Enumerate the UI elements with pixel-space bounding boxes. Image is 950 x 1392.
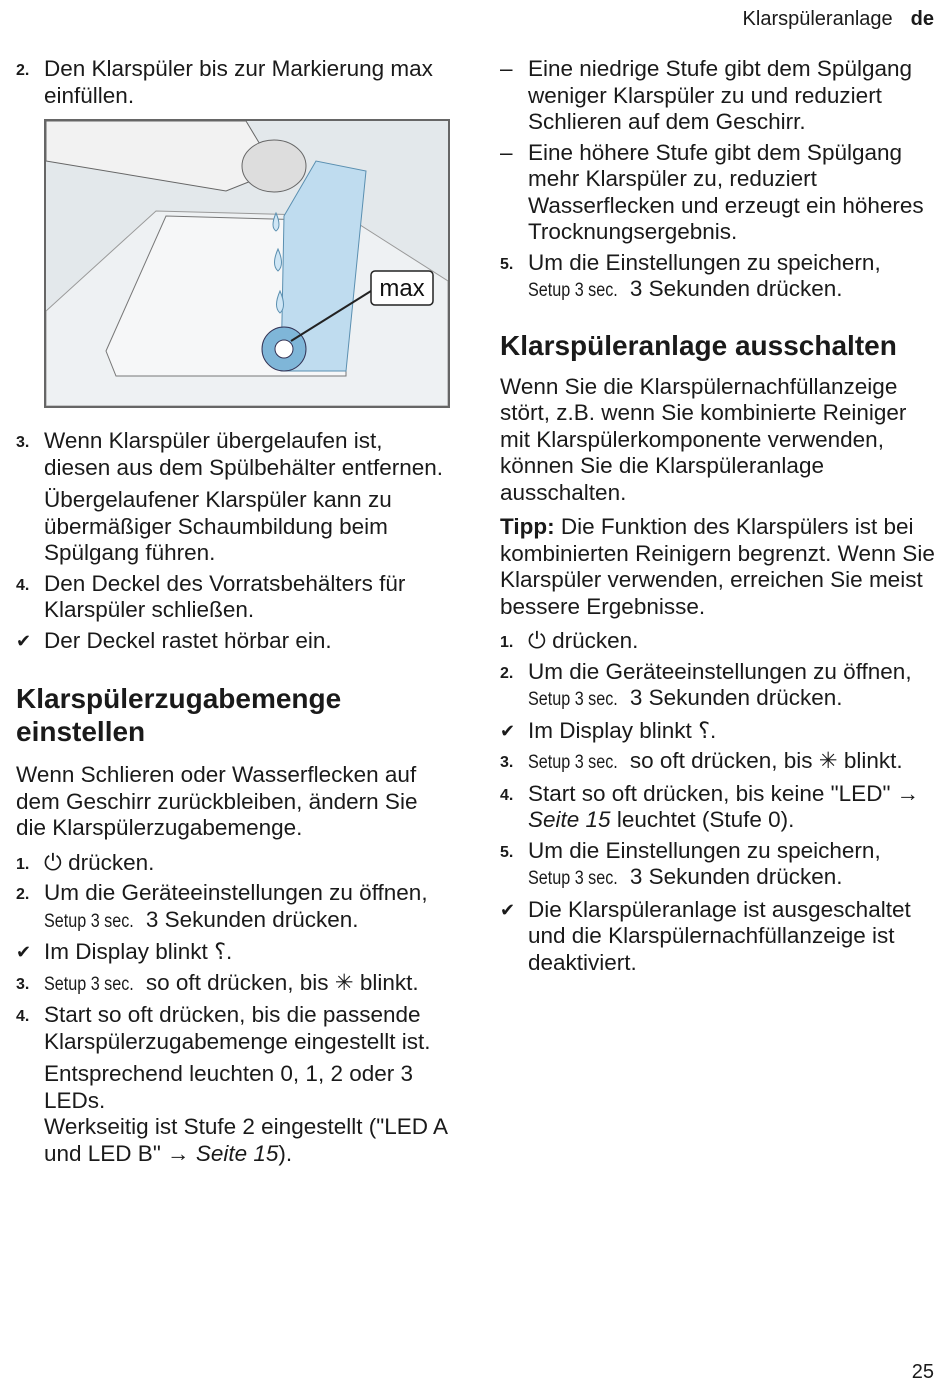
step-3-note: Übergelaufener Klarspüler kann zu übermäßiger Schaumbildung beim Spülgang führen. xyxy=(44,487,392,565)
power-icon: ⏻ xyxy=(44,849,62,875)
off-step-5 xyxy=(500,838,936,893)
tip-text: Die Funktion des Klarspülers ist bei kombinierten Reinigern begrenzt. Wenn Sie Klarspüler verwenden, erreichen Sie meist bessere Ergebnisse. xyxy=(500,514,935,619)
step-number: 4. xyxy=(16,1008,30,1025)
adj-step-4 xyxy=(16,1002,448,1055)
off-result-2: ✔ Im Display blinkt ⸮. xyxy=(500,717,717,743)
start-key: Start xyxy=(528,780,576,806)
dispenser-drawing xyxy=(46,121,448,406)
step-3 xyxy=(16,428,448,481)
step-2 xyxy=(16,56,448,109)
step-text: so oft drücken, bis xyxy=(145,969,329,995)
setup-key: Setup 3 sec. xyxy=(44,910,134,932)
dash-item-2 xyxy=(500,140,936,246)
rinse-aid-illustration xyxy=(44,119,450,408)
header-section: Klarspüleranlage xyxy=(742,8,893,30)
dash-marker: – xyxy=(500,139,513,165)
step-text: so oft drücken, bis xyxy=(629,748,813,773)
step-text: Um die Einstellungen zu speichern, xyxy=(528,837,881,863)
step-text-post: 3 Sekunden drücken. xyxy=(629,685,843,710)
running-header xyxy=(743,8,934,31)
save-step-5 xyxy=(500,250,936,305)
adj-step-3 xyxy=(16,970,448,999)
check-icon: ✔ xyxy=(500,899,516,920)
step-4 xyxy=(16,571,448,624)
step-number: 1. xyxy=(500,634,514,651)
setup-key: Setup 3 sec. xyxy=(528,689,618,710)
tip-label: Tipp: xyxy=(500,514,555,539)
setup-key: Setup 3 sec. xyxy=(528,868,618,889)
setup-key: Setup 3 sec. xyxy=(44,973,134,995)
step-text: Wenn Klarspüler übergelaufen ist, diesen aus dem Spülbehälter entfernen. xyxy=(44,428,444,480)
result-text: Der Deckel rastet hörbar ein. xyxy=(44,627,332,653)
step-number: 2. xyxy=(16,62,30,79)
off-step-4 xyxy=(500,781,936,834)
step-number: 4. xyxy=(16,576,30,594)
rinse-aid-symbol-icon: ⸮ xyxy=(698,717,711,743)
step-text: so oft drücken, bis keine "LED" → xyxy=(581,780,920,806)
step-text: Um die Geräteeinstellungen zu öffnen, xyxy=(528,658,912,684)
note-line-2 xyxy=(44,1114,448,1167)
max-label: max xyxy=(379,275,425,302)
setup-key: Setup 3 sec. xyxy=(528,280,618,301)
step-text-post: leuchtet (Stufe 0). xyxy=(616,807,795,832)
asterisk-icon: ✳ xyxy=(818,748,838,773)
setup-key: Setup 3 sec. xyxy=(528,752,618,773)
left-column xyxy=(16,56,448,1171)
step-number: 2. xyxy=(16,886,30,903)
page-reference[interactable]: Seite 15 xyxy=(195,1140,279,1166)
dash-item-1 xyxy=(500,56,936,136)
note-end: ). xyxy=(278,1140,293,1166)
step-text-post: 3 Sekunden drücken. xyxy=(629,276,843,301)
step-number: 2. xyxy=(500,664,514,682)
section-heading-left: Klarspülerzugabemenge einstellen xyxy=(16,683,342,747)
off-result xyxy=(500,897,936,977)
result-1 xyxy=(16,628,448,655)
page-reference[interactable]: Seite 15 xyxy=(528,807,611,832)
asterisk-icon: ✳ xyxy=(334,969,354,995)
intro-left: Wenn Schlieren oder Wasserflecken auf dem Geschirr zurückbleiben, ändern Sie die Klarspülerzugabemenge. xyxy=(16,762,418,840)
off-step-2 xyxy=(500,659,936,714)
intro-right: Wenn Sie die Klarspülernachfüllanzeige stört, z.B. wenn Sie kombinierte Reiniger mit Klarspülerkomponente verwenden, können Sie die Klarspüleranlage ausschalten. xyxy=(500,373,907,505)
step-number: 3. xyxy=(16,434,30,451)
step-text: drücken. xyxy=(68,849,155,875)
step-number: 5. xyxy=(500,843,514,861)
step-text-post: 3 Sekunden drücken. xyxy=(145,906,359,932)
step-number: 3. xyxy=(500,754,514,771)
adj-step-1 xyxy=(16,850,448,877)
step-text: Um die Einstellungen zu speichern, xyxy=(528,249,881,275)
dash-text: Eine niedrige Stufe gibt dem Spülgang weniger Klarspüler zu und reduziert Schlieren auf dem Geschirr. xyxy=(528,56,913,134)
right-column xyxy=(500,56,936,980)
section-heading-right: Klarspüleranlage ausschalten xyxy=(500,329,897,361)
page-number: 25 xyxy=(911,1361,934,1383)
step-text: Um die Geräteeinstellungen zu öffnen, xyxy=(44,880,428,905)
dash-text: Eine höhere Stufe gibt dem Spülgang mehr Klarspüler zu, reduziert Wasserflecken und erzeugt ein höheres Trocknungsergebnis. xyxy=(528,139,924,244)
adj-result-2: ✔ Im Display blinkt ⸮. xyxy=(16,939,233,964)
step-number: 1. xyxy=(16,855,30,873)
dash-marker: – xyxy=(500,56,513,81)
result-text: Im Display blinkt xyxy=(44,939,208,964)
step-text: Den Klarspüler bis zur Markierung max einfüllen. xyxy=(44,56,433,108)
result-text: Im Display blinkt xyxy=(528,717,692,743)
step-number: 5. xyxy=(500,255,514,273)
result-text: Die Klarspüleranlage ist ausgeschaltet und die Klarspülernachfüllanzeige ist deaktiviert. xyxy=(528,896,911,975)
header-lang: de xyxy=(910,8,934,30)
tip xyxy=(500,514,936,620)
check-icon: ✔ xyxy=(500,720,516,741)
check-icon: ✔ xyxy=(16,630,32,651)
start-key: Start xyxy=(44,1002,92,1027)
step-text: so oft drücken, bis die passende Klarspülerzugabemenge eingestellt ist. xyxy=(44,1002,431,1054)
step-number: 4. xyxy=(500,786,514,804)
step-text-post: blinkt. xyxy=(359,969,419,995)
adj-step-4-note xyxy=(16,1061,448,1167)
note-text: Werkseitig ist Stufe 2 eingestellt ("LED A und LED B" → xyxy=(44,1114,447,1166)
step-text-post: blinkt. xyxy=(843,748,903,773)
step-text: drücken. xyxy=(552,628,639,653)
adj-step-2 xyxy=(16,880,448,935)
step-number: 3. xyxy=(16,975,30,993)
note-line-1: Entsprechend leuchten 0, 1, 2 oder 3 LEDs. xyxy=(44,1061,414,1113)
power-icon: ⏻ xyxy=(528,628,546,653)
check-icon: ✔ xyxy=(16,942,32,962)
rinse-aid-symbol-icon: ⸮ xyxy=(214,939,227,964)
step-text-post: 3 Sekunden drücken. xyxy=(629,864,843,889)
off-step-1 xyxy=(500,628,936,655)
off-step-3 xyxy=(500,748,936,777)
step-text: Den Deckel des Vorratsbehälters für Klarspüler schließen. xyxy=(44,570,406,622)
